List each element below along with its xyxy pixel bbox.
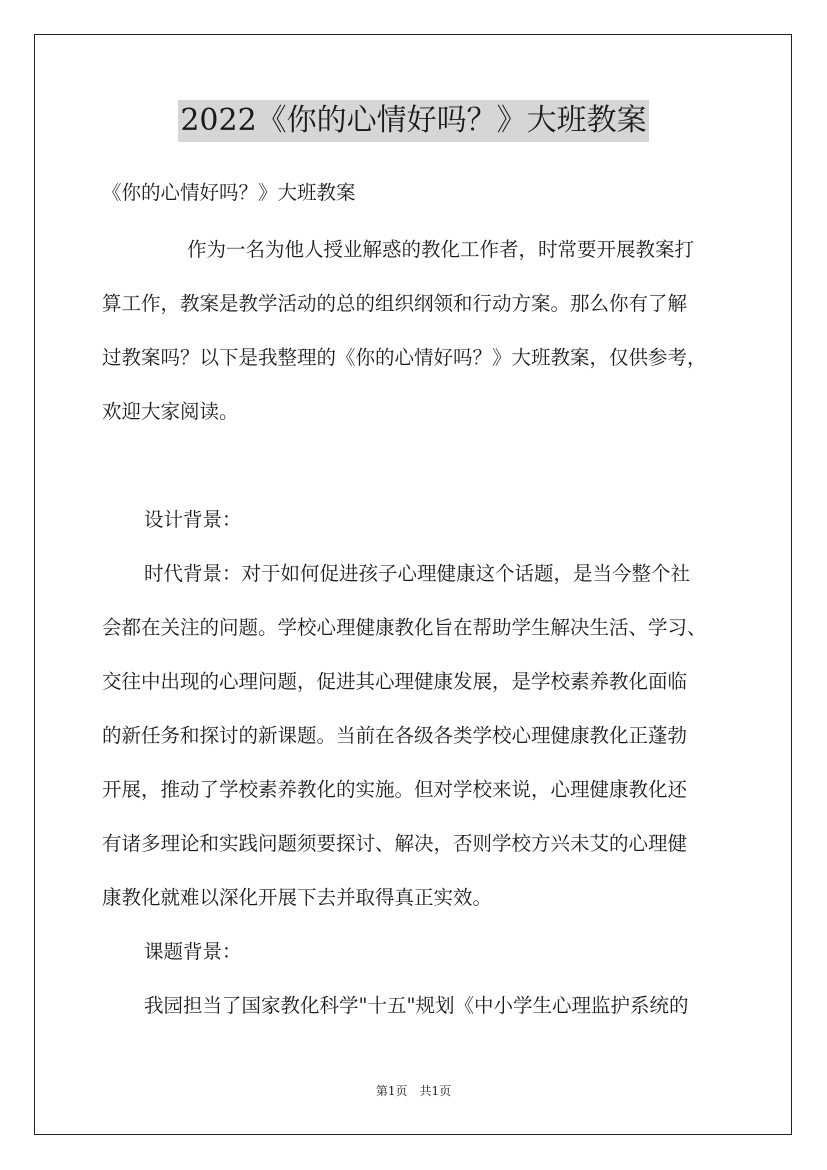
paragraph-line: 开展，推动了学校素养教化的实施。但对学校来说，心理健康教化还 (102, 778, 688, 801)
document-subtitle: 《你的心情好吗？》大班教案 (102, 181, 356, 204)
section-heading: 课题背景： (144, 940, 242, 963)
paragraph-line: 时代背景：对于如何促进孩子心理健康这个话题，是当今整个社 (144, 562, 691, 585)
page-footer: 第1页 共1页 (375, 1084, 452, 1098)
paragraph-line: 欢迎大家阅读。 (102, 400, 239, 423)
paragraph-line: 我园担当了国家教化科学"十五"规划《中小学生心理监护系统的 (144, 994, 689, 1017)
section-heading: 设计背景： (144, 508, 242, 531)
paragraph-line: 作为一名为他人授业解惑的教化工作者，时常要开展教案打 (148, 238, 695, 261)
paragraph-line: 会都在关注的问题。学校心理健康教化旨在帮助学生解决生活、学习、 (102, 616, 707, 639)
document-title: 2022《你的心情好吗？》大班教案 (178, 100, 648, 142)
paragraph-line: 算工作，教案是教学活动的总的组织纲领和行动方案。那么你有了解 (102, 292, 688, 315)
paragraph-line: 康教化就难以深化开展下去并取得真正实效。 (102, 886, 493, 909)
paragraph-line: 有诸多理论和实践问题须要探讨、解决，否则学校方兴未艾的心理健 (102, 832, 688, 855)
title-container (0, 100, 827, 142)
paragraph-line: 的新任务和探讨的新课题。当前在各级各类学校心理健康教化正蓬勃 (102, 724, 688, 747)
paragraph-line: 过教案吗？以下是我整理的《你的心情好吗？》大班教案，仅供参考， (102, 346, 707, 369)
paragraph-line: 交往中出现的心理问题，促进其心理健康发展，是学校素养教化面临 (102, 670, 688, 693)
